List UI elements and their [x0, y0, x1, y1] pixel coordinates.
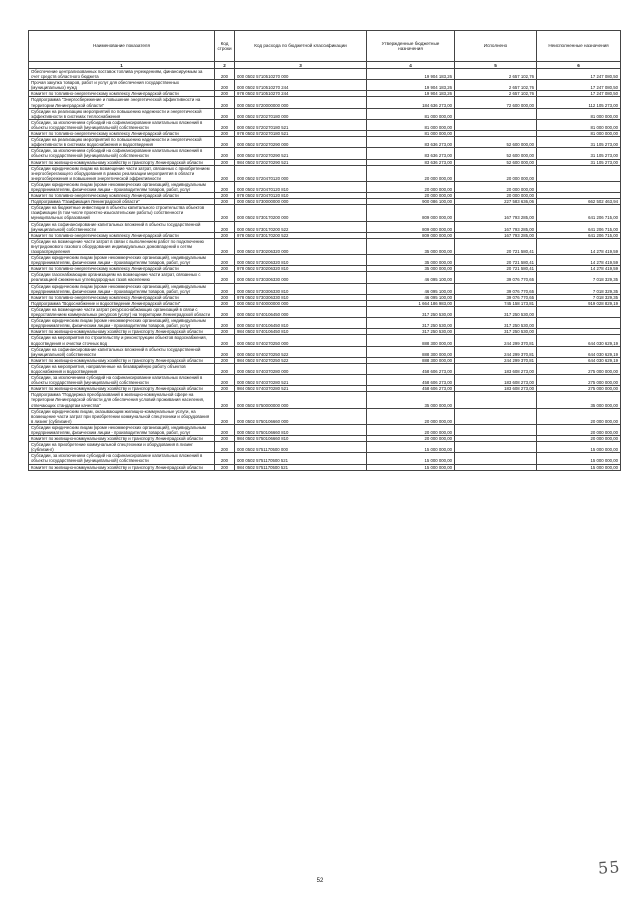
row-budget-code: 000 0502 5740106450 000 — [235, 306, 367, 317]
row-approved-amount: 15 000 000,00 — [367, 442, 455, 453]
row-executed-amount: 2 657 102,76 — [455, 91, 537, 97]
table-row — [29, 375, 621, 386]
row-indicator-name: Подпрограмма "Водоснабжение и водоотведение Ленинградской области" — [29, 300, 215, 306]
row-approved-amount: 35 000 000,00 — [367, 266, 455, 272]
row-approved-amount: 20 000 000,00 — [367, 193, 455, 199]
row-indicator-name: Подпрограмма "Энергосбережение и повышение энергетической эффективности на территории Ленинградской области" — [29, 97, 215, 108]
row-executed-amount: 227 583 636,06 — [455, 199, 537, 205]
row-approved-amount: 20 000 000,00 — [367, 424, 455, 435]
row-approved-amount: 20 000 000,00 — [367, 165, 455, 181]
row-budget-code: 984 0502 5740270250 522 — [235, 357, 367, 363]
row-budget-code: 000 0502 5740106450 810 — [235, 318, 367, 329]
table-row — [29, 181, 621, 192]
row-approved-amount: 888 300 000,00 — [367, 335, 455, 346]
row-unexecuted-amount: 275 000 000,00 — [537, 375, 621, 386]
row-line-code: 200 — [215, 392, 235, 408]
row-budget-code: 000 0502 5720270290 521 — [235, 148, 367, 159]
table-row — [29, 283, 621, 294]
row-unexecuted-amount: 15 000 000,00 — [537, 442, 621, 453]
row-approved-amount: 458 606 273,00 — [367, 386, 455, 392]
row-unexecuted-amount: 641 206 715,00 — [537, 221, 621, 232]
row-indicator-name: Комитет по жилищно-коммунальному хозяйству и транспорту Ленинградской области — [29, 329, 215, 335]
row-unexecuted-amount: 35 000 000,00 — [537, 392, 621, 408]
header-executed: Исполнено — [455, 31, 537, 62]
row-line-code: 200 — [215, 294, 235, 300]
row-approved-amount: 317 250 530,00 — [367, 329, 455, 335]
row-budget-code: 978 0502 5720470120 810 — [235, 193, 367, 199]
table-row — [29, 165, 621, 181]
row-unexecuted-amount: 14 278 419,59 — [537, 255, 621, 266]
row-indicator-name: Субсидии юридическим лицам, оказывающим жилищно-коммунальные услуги, на возмещение части затрат при приобретении коммунальной спецтехники и оборудования в лизинг (сублизинг) — [29, 408, 215, 424]
row-indicator-name: Субсидии, за исключением субсидий на софинансирование капитальных вложений в объекты государственной (муниципальной) собственности — [29, 119, 215, 130]
row-executed-amount: 39 076 770,65 — [455, 294, 537, 300]
row-budget-code: 000 0502 5730306330 810 — [235, 283, 367, 294]
row-approved-amount: 19 904 183,26 — [367, 69, 455, 80]
table-row — [29, 346, 621, 357]
row-line-code: 200 — [215, 357, 235, 363]
row-unexecuted-amount: 31 105 273,00 — [537, 159, 621, 165]
row-budget-code: 000 0502 5751170500 000 — [235, 442, 367, 453]
column-number: 4 — [367, 62, 455, 69]
table-row — [29, 464, 621, 470]
row-unexecuted-amount: 20 000 000,00 — [537, 408, 621, 424]
row-line-code: 200 — [215, 442, 235, 453]
row-executed-amount: 20 721 580,41 — [455, 255, 537, 266]
row-executed-amount: 745 158 173,81 — [455, 300, 537, 306]
row-line-code: 200 — [215, 283, 235, 294]
row-budget-code: 000 0502 5740270250 522 — [235, 346, 367, 357]
row-budget-code: 000 0502 5740370280 000 — [235, 363, 367, 374]
handwritten-page-stamp: 55 — [597, 857, 621, 878]
row-executed-amount: 244 299 370,81 — [455, 335, 537, 346]
table-row — [29, 318, 621, 329]
budget-report-page — [28, 30, 620, 471]
row-indicator-name: Комитет по топливно-энергетическому комплексу Ленинградской области — [29, 232, 215, 238]
row-line-code: 200 — [215, 386, 235, 392]
row-line-code: 200 — [215, 238, 235, 254]
row-budget-code: 000 0502 5720470120 000 — [235, 165, 367, 181]
row-executed-amount: 244 299 370,81 — [455, 346, 537, 357]
row-budget-code: 000 0502 5710510270 000 — [235, 69, 367, 80]
row-budget-code: 978 0502 5730170200 522 — [235, 232, 367, 238]
row-line-code: 200 — [215, 346, 235, 357]
row-approved-amount: 458 606 273,00 — [367, 375, 455, 386]
row-indicator-name: Субсидии юридическим лицам (кроме некоммерческих организаций), индивидуальным предпринимателям, физическим лицам - производителям товаров, работ, услуг — [29, 255, 215, 266]
row-executed-amount — [455, 108, 537, 119]
row-indicator-name: Субсидии юридическим лицам на возмещение части затрат, связанных с приобретением энергосберегающего оборудования в рамках реализации мероприятия в области энергосбережения и повышения энергетической эффективности — [29, 165, 215, 181]
row-approved-amount: 19 904 183,26 — [367, 80, 455, 91]
column-number: 6 — [537, 62, 621, 69]
row-approved-amount: 35 000 000,00 — [367, 392, 455, 408]
column-number-row — [29, 62, 621, 69]
row-executed-amount: 317 250 530,00 — [455, 318, 537, 329]
row-unexecuted-amount: 15 000 000,00 — [537, 453, 621, 464]
table-row — [29, 97, 621, 108]
table-row — [29, 363, 621, 374]
table-row — [29, 238, 621, 254]
row-executed-amount: 183 608 273,00 — [455, 375, 537, 386]
row-executed-amount — [455, 424, 537, 435]
table-row — [29, 392, 621, 408]
row-indicator-name: Подпрограмма "Поддержка преобразований в жилищно-коммунальной сфере на территории Ленинградской области для обеспечения условий проживания населения, отвечающих стандартам качества" — [29, 392, 215, 408]
row-budget-code: 984 0502 5740370280 521 — [235, 386, 367, 392]
row-line-code: 200 — [215, 272, 235, 283]
row-budget-code: 978 0502 5710510270 244 — [235, 91, 367, 97]
row-indicator-name: Субсидии на мероприятия, направленные на безаварийную работу объектов водоснабжения и водоотведения — [29, 363, 215, 374]
row-unexecuted-amount — [537, 165, 621, 181]
row-unexecuted-amount: 7 018 329,35 — [537, 283, 621, 294]
row-executed-amount: 39 076 770,65 — [455, 272, 537, 283]
row-line-code: 200 — [215, 424, 235, 435]
row-unexecuted-amount: 17 247 080,50 — [537, 80, 621, 91]
row-indicator-name: Субсидии газоснабжающим организациям на возмещение части затрат, связанных с реализацией сжиженных углеводородных газов населению — [29, 272, 215, 283]
row-executed-amount — [455, 453, 537, 464]
row-budget-code: 000 0502 5720270180 000 — [235, 108, 367, 119]
row-line-code: 200 — [215, 363, 235, 374]
row-unexecuted-amount: 644 030 629,19 — [537, 357, 621, 363]
row-approved-amount: 20 000 000,00 — [367, 408, 455, 424]
row-budget-code: 984 0502 5720270290 521 — [235, 159, 367, 165]
row-executed-amount: 20 000 000,00 — [455, 165, 537, 181]
row-line-code: 200 — [215, 165, 235, 181]
row-approved-amount: 317 250 530,00 — [367, 318, 455, 329]
row-executed-amount: 20 000 000,00 — [455, 193, 537, 199]
row-executed-amount: 317 250 530,00 — [455, 329, 537, 335]
row-executed-amount — [455, 392, 537, 408]
header-indicator-name: Наименование показателя — [29, 31, 215, 62]
row-indicator-name: Комитет по топливно-энергетическому комплексу Ленинградской области — [29, 131, 215, 137]
column-number: 3 — [235, 62, 367, 69]
row-unexecuted-amount: 17 247 080,50 — [537, 69, 621, 80]
row-approved-amount: 46 095 100,00 — [367, 294, 455, 300]
row-approved-amount: 35 000 000,00 — [367, 238, 455, 254]
row-line-code: 200 — [215, 453, 235, 464]
row-indicator-name: Субсидии, за исключением субсидий на софинансирование капитальных вложений в объекты государственной (муниципальной) собственности — [29, 453, 215, 464]
row-indicator-name: Субсидии, за исключением субсидий на софинансирование капитальных вложений в объекты государственной (муниципальной) собственности — [29, 148, 215, 159]
row-line-code: 200 — [215, 193, 235, 199]
row-approved-amount: 809 000 000,00 — [367, 221, 455, 232]
row-indicator-name: Подпрограмма "Газификация Ленинградской области" — [29, 199, 215, 205]
row-executed-amount: 244 299 370,81 — [455, 357, 537, 363]
row-indicator-name: Прочая закупка товаров, работ и услуг для обеспечения государственных (муниципальных) нужд — [29, 80, 215, 91]
row-unexecuted-amount: 662 502 463,94 — [537, 199, 621, 205]
row-indicator-name: Комитет по топливно-энергетическому комплексу Ленинградской области — [29, 91, 215, 97]
row-executed-amount: 2 657 102,76 — [455, 69, 537, 80]
row-executed-amount: 20 000 000,00 — [455, 181, 537, 192]
row-executed-amount — [455, 442, 537, 453]
row-approved-amount: 458 606 273,00 — [367, 363, 455, 374]
row-unexecuted-amount: 20 000 000,00 — [537, 436, 621, 442]
row-indicator-name: Субсидии на мероприятия по строительству и реконструкции объектов водоснабжения, водоотведения и очистки сточных вод — [29, 335, 215, 346]
row-unexecuted-amount: 14 278 419,59 — [537, 238, 621, 254]
row-indicator-name: Субсидии на возмещение части затрат ресурсоснабжающих организаций в связи с предоставлением коммунальных ресурсов (услуг) на территории Ленинградской области — [29, 306, 215, 317]
row-executed-amount — [455, 119, 537, 130]
row-budget-code: 000 0502 5730000000 000 — [235, 199, 367, 205]
row-unexecuted-amount: 641 206 715,00 — [537, 205, 621, 221]
row-line-code: 200 — [215, 80, 235, 91]
row-unexecuted-amount: 112 105 273,00 — [537, 97, 621, 108]
row-indicator-name: Субсидии на приобретение коммунальной спецтехники и оборудования в лизинг (сублизинг) — [29, 442, 215, 453]
row-budget-code: 978 0502 5730206320 810 — [235, 266, 367, 272]
header-approved: Утвержденные бюджетные назначения — [367, 31, 455, 62]
row-executed-amount — [455, 464, 537, 470]
row-approved-amount: 184 636 273,00 — [367, 97, 455, 108]
table-body — [29, 69, 621, 471]
row-budget-code: 984 0502 5751170500 521 — [235, 464, 367, 470]
row-unexecuted-amount: 7 018 329,35 — [537, 294, 621, 300]
row-unexecuted-amount: 7 018 329,35 — [537, 272, 621, 283]
row-line-code: 200 — [215, 91, 235, 97]
row-unexecuted-amount: 644 030 629,19 — [537, 335, 621, 346]
row-approved-amount: 81 000 000,00 — [367, 119, 455, 130]
row-line-code: 200 — [215, 137, 235, 148]
table-row — [29, 205, 621, 221]
row-indicator-name: Обеспечение централизованных поставок топлива учреждениям, финансируемым за счет средств областного бюджета — [29, 69, 215, 80]
table-row — [29, 221, 621, 232]
row-indicator-name: Субсидии на софинансирование капитальных вложений в объекты государственной (муниципальной) собственности — [29, 346, 215, 357]
row-approved-amount: 83 636 273,00 — [367, 137, 455, 148]
row-approved-amount: 317 250 530,00 — [367, 306, 455, 317]
table-row — [29, 148, 621, 159]
table-row — [29, 408, 621, 424]
row-indicator-name: Комитет по жилищно-коммунальному хозяйству и транспорту Ленинградской области — [29, 386, 215, 392]
row-budget-code: 000 0502 5750106660 000 — [235, 408, 367, 424]
row-line-code: 200 — [215, 199, 235, 205]
row-unexecuted-amount: 275 000 000,00 — [537, 363, 621, 374]
table-row — [29, 119, 621, 130]
row-executed-amount: 2 657 102,76 — [455, 80, 537, 91]
row-approved-amount: 15 000 000,00 — [367, 464, 455, 470]
table-row — [29, 108, 621, 119]
row-unexecuted-amount: 17 247 080,50 — [537, 91, 621, 97]
row-line-code: 200 — [215, 69, 235, 80]
column-number: 5 — [455, 62, 537, 69]
row-executed-amount: 183 608 273,00 — [455, 386, 537, 392]
row-unexecuted-amount: 31 105 273,00 — [537, 137, 621, 148]
row-executed-amount — [455, 408, 537, 424]
row-indicator-name: Комитет по топливно-энергетическому комплексу Ленинградской области — [29, 193, 215, 199]
row-indicator-name: Субсидии юридическим лицам (кроме некоммерческих организаций), индивидуальным предпринимателям, физическим лицам - производителям товаров, работ, услуг — [29, 181, 215, 192]
row-approved-amount: 81 000 000,00 — [367, 108, 455, 119]
row-budget-code: 984 0502 5740106450 810 — [235, 329, 367, 335]
row-budget-code: 000 0502 5720270290 000 — [235, 137, 367, 148]
row-line-code: 200 — [215, 108, 235, 119]
row-indicator-name: Субсидии на реализацию мероприятий по повышению надежности и энергетической эффективности в системах теплоснабжения — [29, 108, 215, 119]
row-unexecuted-amount: 644 030 629,19 — [537, 346, 621, 357]
row-line-code: 200 — [215, 159, 235, 165]
row-unexecuted-amount — [537, 306, 621, 317]
row-approved-amount: 46 095 100,00 — [367, 272, 455, 283]
row-budget-code: 000 0502 5730206320 000 — [235, 238, 367, 254]
row-line-code: 200 — [215, 335, 235, 346]
table-row — [29, 137, 621, 148]
row-line-code: 200 — [215, 464, 235, 470]
row-budget-code: 000 0502 5720270180 521 — [235, 119, 367, 130]
row-indicator-name: Субсидии юридическим лицам (кроме некоммерческих организаций), индивидуальным предпринимателям, физическим лицам - производителям товаров, работ, услуг — [29, 318, 215, 329]
row-line-code: 200 — [215, 408, 235, 424]
row-approved-amount: 19 904 183,26 — [367, 91, 455, 97]
table-row — [29, 424, 621, 435]
table-row — [29, 306, 621, 317]
header-line-code: Код строки — [215, 31, 235, 62]
row-indicator-name: Субсидии на возмещение части затрат в связи с выполнением работ по подключению внутридомового газового оборудования индивидуальных домовладений к сетям газораспределения — [29, 238, 215, 254]
row-unexecuted-amount: 81 000 000,00 — [537, 108, 621, 119]
page-number: 52 — [316, 878, 324, 884]
row-budget-code: 000 0502 5750106660 810 — [235, 424, 367, 435]
row-executed-amount: 20 721 580,41 — [455, 238, 537, 254]
row-approved-amount: 888 300 000,00 — [367, 346, 455, 357]
row-budget-code: 000 0502 5751170500 521 — [235, 453, 367, 464]
table-row — [29, 335, 621, 346]
row-line-code: 200 — [215, 131, 235, 137]
row-budget-code: 000 0502 5710510270 244 — [235, 80, 367, 91]
row-budget-code: 000 0502 5730170200 000 — [235, 205, 367, 221]
row-unexecuted-amount: 20 000 000,00 — [537, 424, 621, 435]
row-line-code: 200 — [215, 266, 235, 272]
row-budget-code: 000 0502 5750000000 000 — [235, 392, 367, 408]
table-row — [29, 453, 621, 464]
row-executed-amount: 167 793 285,00 — [455, 205, 537, 221]
row-budget-code: 978 0502 5730306330 810 — [235, 294, 367, 300]
table-header-row — [29, 31, 621, 62]
budget-execution-table — [28, 30, 621, 471]
table-row — [29, 69, 621, 80]
row-line-code: 200 — [215, 300, 235, 306]
row-approved-amount: 20 000 000,00 — [367, 436, 455, 442]
row-line-code: 200 — [215, 97, 235, 108]
row-line-code: 200 — [215, 329, 235, 335]
row-unexecuted-amount: 641 206 715,00 — [537, 232, 621, 238]
row-executed-amount: 317 250 530,00 — [455, 306, 537, 317]
row-indicator-name: Комитет по топливно-энергетическому комплексу Ленинградской области — [29, 266, 215, 272]
row-executed-amount: 52 600 000,00 — [455, 159, 537, 165]
table-row — [29, 272, 621, 283]
row-indicator-name: Комитет по топливно-энергетическому комплексу Ленинградской области — [29, 294, 215, 300]
row-budget-code: 000 0502 5720470120 810 — [235, 181, 367, 192]
row-unexecuted-amount: 31 105 273,00 — [537, 148, 621, 159]
row-approved-amount: 81 000 000,00 — [367, 131, 455, 137]
row-indicator-name: Субсидии, за исключением субсидий на софинансирование капитальных вложений в объекты государственной (муниципальной) собственности — [29, 375, 215, 386]
row-budget-code: 000 0502 5720000000 000 — [235, 97, 367, 108]
column-number: 1 — [29, 62, 215, 69]
table-row — [29, 442, 621, 453]
row-line-code: 200 — [215, 232, 235, 238]
row-budget-code: 000 0502 5740370280 521 — [235, 375, 367, 386]
row-unexecuted-amount: 81 000 000,00 — [537, 119, 621, 130]
row-indicator-name: Комитет по жилищно-коммунальному хозяйству и транспорту Ленинградской области — [29, 357, 215, 363]
row-line-code: 200 — [215, 205, 235, 221]
row-executed-amount: 52 600 000,00 — [455, 137, 537, 148]
row-approved-amount: 15 000 000,00 — [367, 453, 455, 464]
row-line-code: 200 — [215, 306, 235, 317]
row-unexecuted-amount: 14 278 419,59 — [537, 266, 621, 272]
row-line-code: 200 — [215, 148, 235, 159]
row-approved-amount: 809 000 000,00 — [367, 232, 455, 238]
row-line-code: 200 — [215, 436, 235, 442]
row-indicator-name: Субсидии юридическим лицам (кроме некоммерческих организаций), индивидуальным предпринимателям, физическим лицам - производителям товаров, работ, услуг — [29, 283, 215, 294]
row-budget-code: 000 0502 5740000000 000 — [235, 300, 367, 306]
row-line-code: 200 — [215, 181, 235, 192]
row-approved-amount: 46 095 100,00 — [367, 283, 455, 294]
table-row — [29, 80, 621, 91]
row-approved-amount: 900 086 100,00 — [367, 199, 455, 205]
row-line-code: 200 — [215, 255, 235, 266]
row-approved-amount: 83 636 273,00 — [367, 148, 455, 159]
row-indicator-name: Комитет по жилищно-коммунальному хозяйству и транспорту Ленинградской области — [29, 159, 215, 165]
row-indicator-name: Комитет по жилищно-коммунальному хозяйству и транспорту Ленинградской области — [29, 464, 215, 470]
row-unexecuted-amount — [537, 181, 621, 192]
row-indicator-name: Субсидии юридическим лицам (кроме некоммерческих организаций), индивидуальным предпринимателям, физическим лицам - производителям товаров, работ, услуг — [29, 424, 215, 435]
row-unexecuted-amount: 15 000 000,00 — [537, 464, 621, 470]
row-budget-code: 000 0502 5740270250 000 — [235, 335, 367, 346]
header-budget-code: Код расхода по бюджетной классификации — [235, 31, 367, 62]
row-unexecuted-amount: 81 000 000,00 — [537, 131, 621, 137]
row-unexecuted-amount: 919 028 829,19 — [537, 300, 621, 306]
row-executed-amount: 72 600 000,00 — [455, 97, 537, 108]
row-executed-amount: 167 793 285,00 — [455, 232, 537, 238]
row-approved-amount: 1 664 186 983,00 — [367, 300, 455, 306]
row-executed-amount: 183 608 273,00 — [455, 363, 537, 374]
column-number: 2 — [215, 62, 235, 69]
row-budget-code: 984 0502 5750106660 810 — [235, 436, 367, 442]
row-indicator-name: Субсидии на реализацию мероприятий по повышению надежности и энергетической эффективности в системах водоснабжения и водоотведения — [29, 137, 215, 148]
row-budget-code: 000 0502 5730206320 810 — [235, 255, 367, 266]
row-executed-amount: 39 076 770,65 — [455, 283, 537, 294]
row-approved-amount: 888 300 000,00 — [367, 357, 455, 363]
table-row — [29, 255, 621, 266]
row-unexecuted-amount: 275 000 000,00 — [537, 386, 621, 392]
row-approved-amount: 83 636 273,00 — [367, 159, 455, 165]
row-budget-code: 978 0502 5720270180 521 — [235, 131, 367, 137]
row-approved-amount: 35 000 000,00 — [367, 255, 455, 266]
row-executed-amount: 52 600 000,00 — [455, 148, 537, 159]
row-unexecuted-amount — [537, 318, 621, 329]
header-unexecuted: Неисполненные назначения — [537, 31, 621, 62]
row-line-code: 200 — [215, 119, 235, 130]
row-executed-amount: 167 793 285,00 — [455, 221, 537, 232]
row-approved-amount: 809 000 000,00 — [367, 205, 455, 221]
row-line-code: 200 — [215, 318, 235, 329]
row-budget-code: 000 0502 5730306330 000 — [235, 272, 367, 283]
row-approved-amount: 20 000 000,00 — [367, 181, 455, 192]
row-line-code: 200 — [215, 221, 235, 232]
row-executed-amount: 20 721 580,41 — [455, 266, 537, 272]
row-indicator-name: Субсидии на бюджетные инвестиции в объекты капитального строительства объектов газификации (в том числе проектно-изыскательские работы) собственности муниципальных образований — [29, 205, 215, 221]
row-indicator-name: Комитет по жилищно-коммунальному хозяйству и транспорту Ленинградской области — [29, 436, 215, 442]
row-indicator-name: Субсидии на софинансирование капитальных вложений в объекты государственной (муниципальной) собственности — [29, 221, 215, 232]
row-budget-code: 000 0502 5730170200 522 — [235, 221, 367, 232]
row-line-code: 200 — [215, 375, 235, 386]
